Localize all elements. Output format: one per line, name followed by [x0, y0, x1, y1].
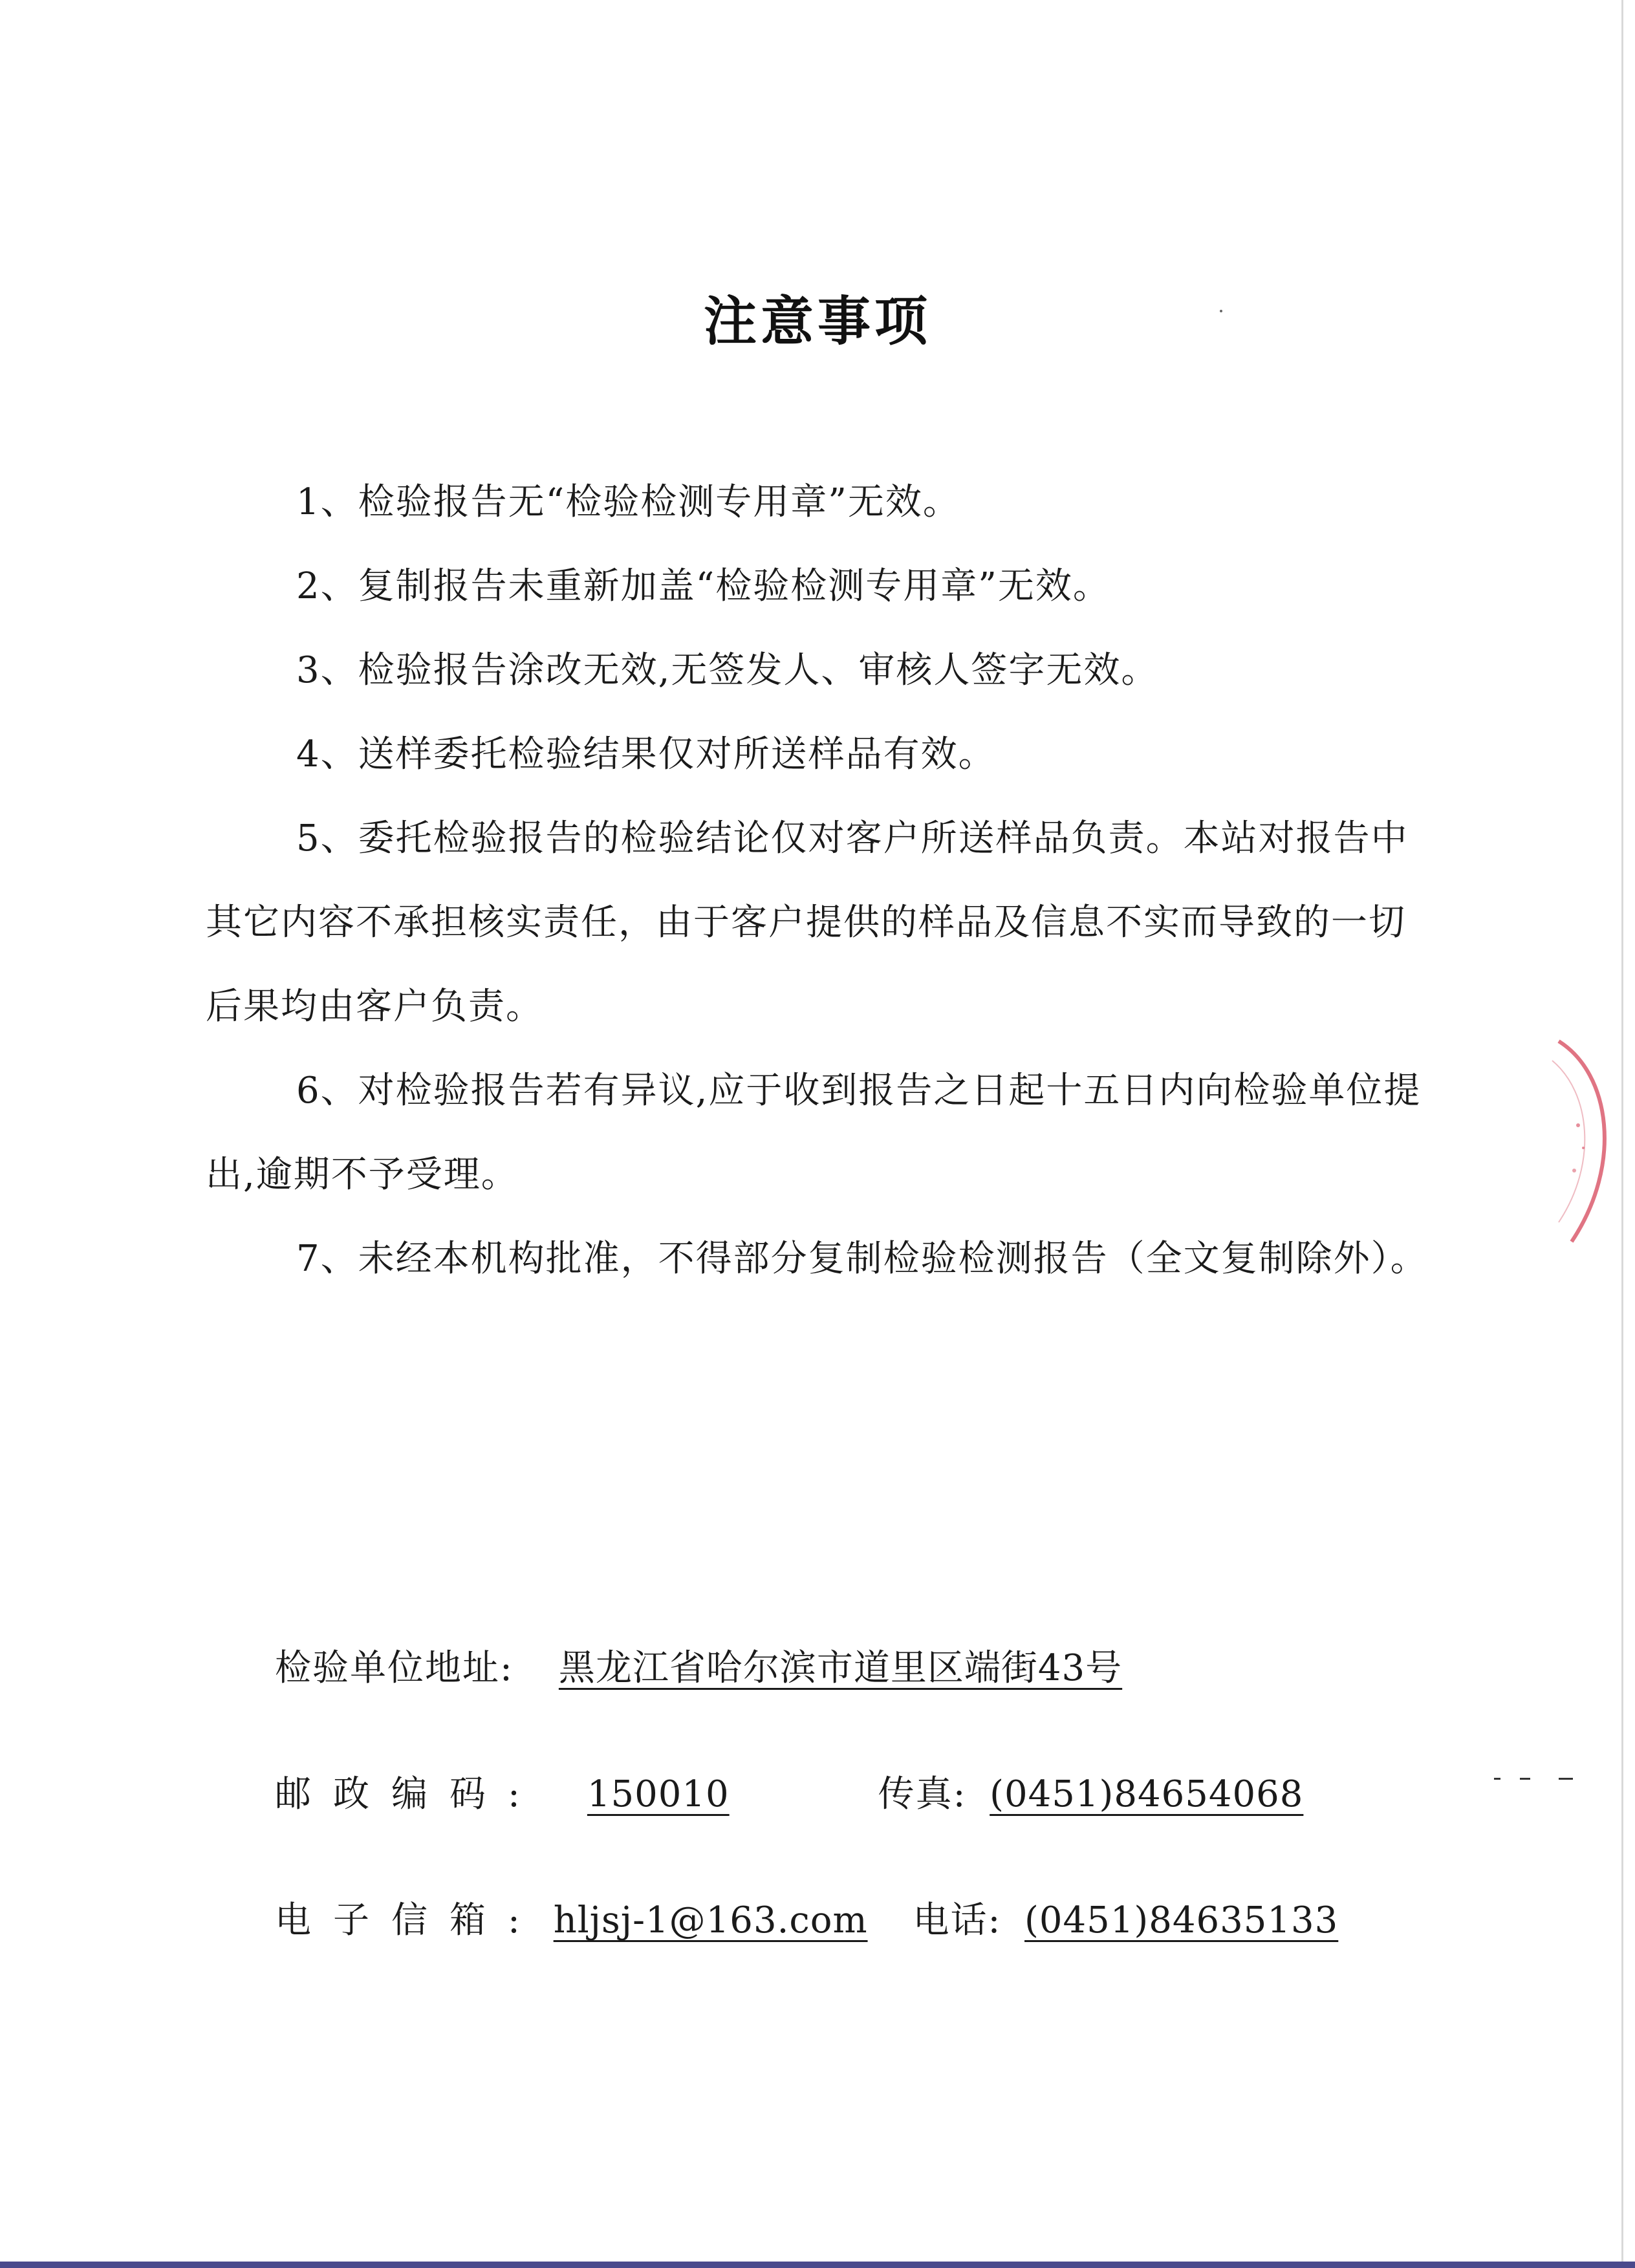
postcode-fax-row: [275, 1766, 1303, 1817]
postcode-value: 150010: [587, 1773, 730, 1815]
notice-item-4: 4、送样委托检验结果仅对所送样品有效。: [296, 733, 996, 775]
email-label: 电子信箱:: [275, 1899, 542, 1941]
notice-item-3: 3、检验报告涂改无效,无签发人、审核人签字无效。: [296, 649, 1159, 691]
phone-label: 电话:: [913, 1899, 1002, 1941]
notice-item-5: 5、委托检验报告的检验结论仅对客户所送样品负责。本站对报告中其它内容不承担核实责任，由于客户提供的样品及信息不实而导致的一切后果均由客户负责。: [206, 817, 1409, 1028]
email-phone-row: [275, 1892, 1338, 1943]
scan-edge-bottom: [0, 2262, 1635, 2268]
address-row: [275, 1639, 1187, 1691]
postcode-label: 邮政编码:: [275, 1773, 542, 1815]
page-title: 注意事项: [703, 291, 931, 352]
notice-item-2: 2、复制报告未重新加盖“检验检测专用章”无效。: [296, 565, 1110, 607]
notice-item-1: 1、检验报告无“检验检测专用章”无效。: [296, 481, 960, 523]
email-value[interactable]: hljsj-1@163.com: [553, 1899, 868, 1941]
notice-list: [206, 460, 1435, 1301]
phone-value: (0451)84635133: [1024, 1899, 1339, 1941]
address-value: 黑龙江省哈尔滨市道里区端街43号: [558, 1647, 1123, 1689]
notice-item-6: 6、对检验报告若有异议,应于收到报告之日起十五日内向检验单位提出,逾期不予受理。: [206, 1070, 1422, 1196]
fax-label: 传真:: [878, 1773, 967, 1815]
scan-noise-marks: [1481, 1772, 1597, 1785]
seal-stamp-partial: [1533, 1035, 1635, 1248]
address-label: 检验单位地址:: [275, 1647, 514, 1689]
notice-item-7: 7、未经本机构批准，不得部分复制检验检测报告（全文复制除外）。: [296, 1238, 1428, 1280]
fax-value: (0451)84654068: [990, 1773, 1304, 1815]
